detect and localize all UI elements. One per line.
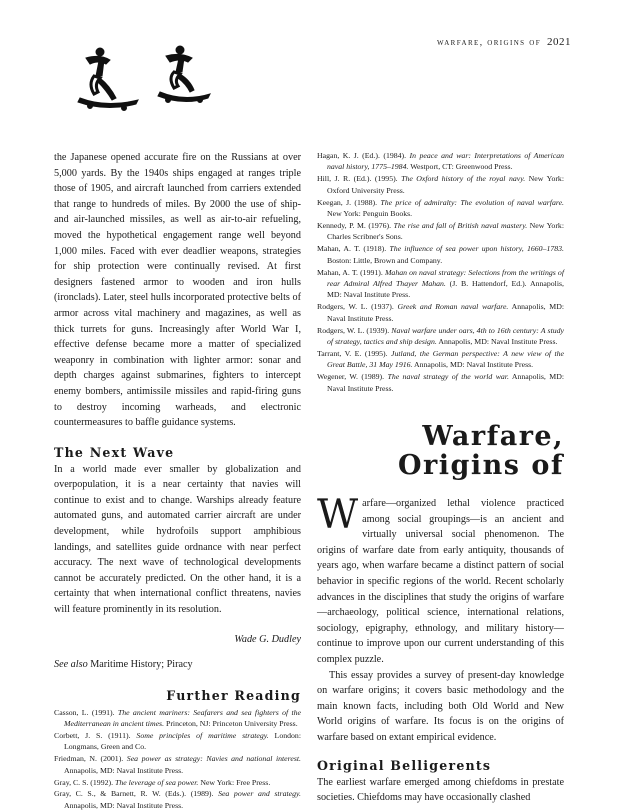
body-paragraph: In a world made ever smaller by globalization and overpopulation, it is a near certainty that navies will continue to exist and to change. Warships already feature automated guns, and automated carrier aircraft are under development, while hydrofoils support amphibious landings, and satellites guide ordnance with near perfect accuracy. The next wave of technological developments cannot be accurately predicted. On the other hand, it is a certainty that when international conflict threatens, navies will feature prominently in its resolution. [54, 463, 301, 616]
ref-title: Sea power and strategy. [218, 789, 301, 799]
ref-author: Rodgers, W. L. (1937). [317, 302, 398, 312]
running-head [437, 36, 571, 48]
reference-item [317, 371, 564, 394]
ref-title: The naval strategy of the world war. [387, 372, 509, 382]
article-title [317, 422, 564, 480]
ref-author: Keegan, J. (1988). [317, 197, 381, 207]
ref-author: Corbett, J. S. (1911). [54, 730, 137, 740]
see-also-label: See also [54, 658, 88, 670]
ref-publisher: New York: Charles Scribner's Sons. [327, 220, 564, 242]
ref-publisher: New York: Oxford University Press. [327, 174, 564, 195]
ref-title: Mahan on naval strategy: Selections from the writings of rear Admiral Alfred Thayer Mahan. [327, 267, 564, 288]
ref-publisher: Princeton, NJ: Princeton University Press. [164, 719, 298, 729]
drop-cap: W [317, 492, 359, 539]
reference-item [317, 150, 564, 173]
body-paragraph: This essay provides a survey of present-day knowledge on warfare origins; it covers basic methodology and the main known facts, including both Old World and New World origins of warfare. Its focus is on the origins of warfare based on extant empirical evidence. [317, 669, 564, 743]
ref-publisher: Boston: Little, Brown and Company. [327, 255, 443, 265]
ref-title: The leverage of sea power. [115, 777, 199, 787]
ref-author: Kennedy, P. M. (1976). [317, 220, 394, 230]
ref-publisher: Annapolis, MD: Naval Institute Press. [436, 337, 558, 346]
ref-publisher: New York: Free Press. [198, 777, 271, 787]
ref-author: Mahan, A. T. (1918). [317, 244, 390, 254]
ref-title: The influence of sea power upon history, 1660–1783. [389, 244, 564, 254]
reference-item [54, 707, 301, 730]
intro-text: arfare—organized lethal violence practiced among social groupings—is an ancient and virtually universal social phenomenon. The origins of warfare date from early antiquity, thousands of years ago, when warfare became a distinct pattern of social behavior in specific regions of the world. Recent scholarly advances in the disciplines that study the origins of warfare—archaeology, political science, international relations, sociology, epigraphy, ethnology, and military history—continue to improve upon our current understanding of this complex puzzle. [317, 498, 564, 665]
see-also [54, 659, 301, 670]
ref-title: Some principles of maritime strategy. [136, 730, 269, 740]
reference-item [317, 220, 564, 243]
ref-publisher: Annapolis, MD: Naval Institute Press. [64, 800, 184, 810]
ref-publisher: Westport, CT: Greenwood Press. [408, 162, 513, 172]
reference-item [317, 267, 564, 301]
ref-publisher: London: Longmans, Green and Co. [64, 730, 301, 752]
ref-title: Naval warfare under oars, 4th to 16th century: A study of strategy, tactics and ship design. [327, 325, 564, 346]
body-paragraph: the Japanese opened accurate fire on the Russians at over 5,000 yards. By the 1940s ships engaged at ranges triple those of 1905, and aircraft launched from carriers extended that range to hundreds of miles. By 2000 the use of ship- and air-launched missiles, as well as air-to-air refueling, moved the hypothetical engagement range well beyond 1,000 miles. Faced with ever deadlier weapons, strategies for ship protection were continually revised. At first designers fastened armor to wooden and iron hulls (ironclads). Later, steel hulls incorporated protective belts of armor across vital machinery and magazines, as well as thick turrets for guns. Increasingly after World War I, effective defense became more a matter of specialized weaponry in combination with lighter armor: sonar and depth charges against submarines, fighters to intercept enemy bombers, antimissile missiles and rapid-firing guns to destroy incoming warheads, and electronic countermeasures to baffle guidance systems. [54, 152, 301, 429]
left-column [54, 150, 301, 812]
reference-item [317, 243, 564, 266]
ref-title: Jutland, the German perspective: A new view of the Great Battle, 31 May 1916. [327, 348, 564, 370]
reference-item [54, 777, 301, 788]
ref-author: Rodgers, W. L. (1939). [317, 325, 392, 335]
skater-figure-right [158, 46, 210, 103]
ref-author: Gray, C. S., & Barnett, R. W. (Eds.). (1989). [54, 789, 219, 799]
running-head-section: warfare, origins of [437, 38, 541, 48]
ref-author: Wegener, W. (1989). [317, 372, 388, 382]
article-title-line1: Warfare, [422, 421, 564, 453]
ref-title: In peace and war: Interpretations of American naval history, 1775–1984. [327, 151, 564, 172]
section-heading-further-reading: Further Reading [166, 687, 301, 703]
skateboarders-illustration [76, 42, 226, 124]
ref-publisher: New York: Penguin Books. [327, 209, 413, 219]
reference-list-continued [317, 150, 564, 394]
reference-item [54, 753, 301, 776]
author-byline: Wade G. Dudley [234, 633, 301, 645]
skater-figure-left [78, 48, 138, 111]
ref-publisher: Annapolis, MD: Naval Institute Press. [64, 765, 184, 775]
ref-author: Mahan, A. T. (1991). [317, 267, 385, 277]
ref-publisher: (J. B. Hattendorf, Ed.). Annapolis, MD: Naval Institute Press. [327, 278, 564, 300]
ref-title: Sea power as strategy: Navies and national interest. [126, 754, 301, 764]
ref-title: Greek and Roman naval warfare. [397, 302, 509, 312]
article-title-line2: Origins of [398, 450, 564, 482]
ref-title: The rise and fall of British naval mastery. [393, 220, 528, 230]
right-column [317, 150, 564, 806]
reference-list [54, 707, 301, 812]
reference-item [317, 301, 564, 324]
ref-author: Hill, J. R. (Ed.). (1995). [317, 174, 402, 184]
ref-publisher: Annapolis, MD: Naval Institute Press. [412, 360, 534, 370]
page-number: 2021 [547, 36, 571, 48]
ref-author: Gray, C. S. (1992). [54, 777, 115, 787]
ref-publisher: Annapolis, MD: Naval Institute Press. [327, 372, 564, 393]
ref-publisher: Annapolis, MD: Naval Institute Press. [327, 302, 565, 323]
ref-title: The Oxford history of the royal navy. [401, 174, 526, 184]
see-also-items: Maritime History; Piracy [90, 658, 193, 670]
reference-item [317, 348, 564, 371]
ref-author: Hagan, K. J. (Ed.). (1984). [317, 151, 410, 160]
body-paragraph: The earliest warfare emerged among chiefdoms in prestate societies. Chiefdoms may have occasionally clashed [317, 776, 564, 804]
ref-title: The ancient mariners: Seafarers and sea fighters of the Mediterranean in ancient times. [64, 707, 301, 729]
section-heading-next-wave: The Next Wave [54, 444, 175, 460]
reference-item [317, 173, 564, 196]
ref-author: Friedman, N. (2001). [54, 754, 127, 764]
body-paragraph-intro [317, 492, 564, 668]
section-heading-original-belligerents: Original Belligerents [317, 757, 492, 773]
ref-author: Casson, L. (1991). [54, 707, 118, 717]
reference-item [317, 197, 564, 220]
reference-item [317, 325, 564, 348]
ref-title: The price of admiralty: The evolution of naval warfare. [380, 197, 564, 207]
reference-item [54, 730, 301, 753]
ref-author: Tarrant, V. E. (1995). [317, 348, 392, 358]
